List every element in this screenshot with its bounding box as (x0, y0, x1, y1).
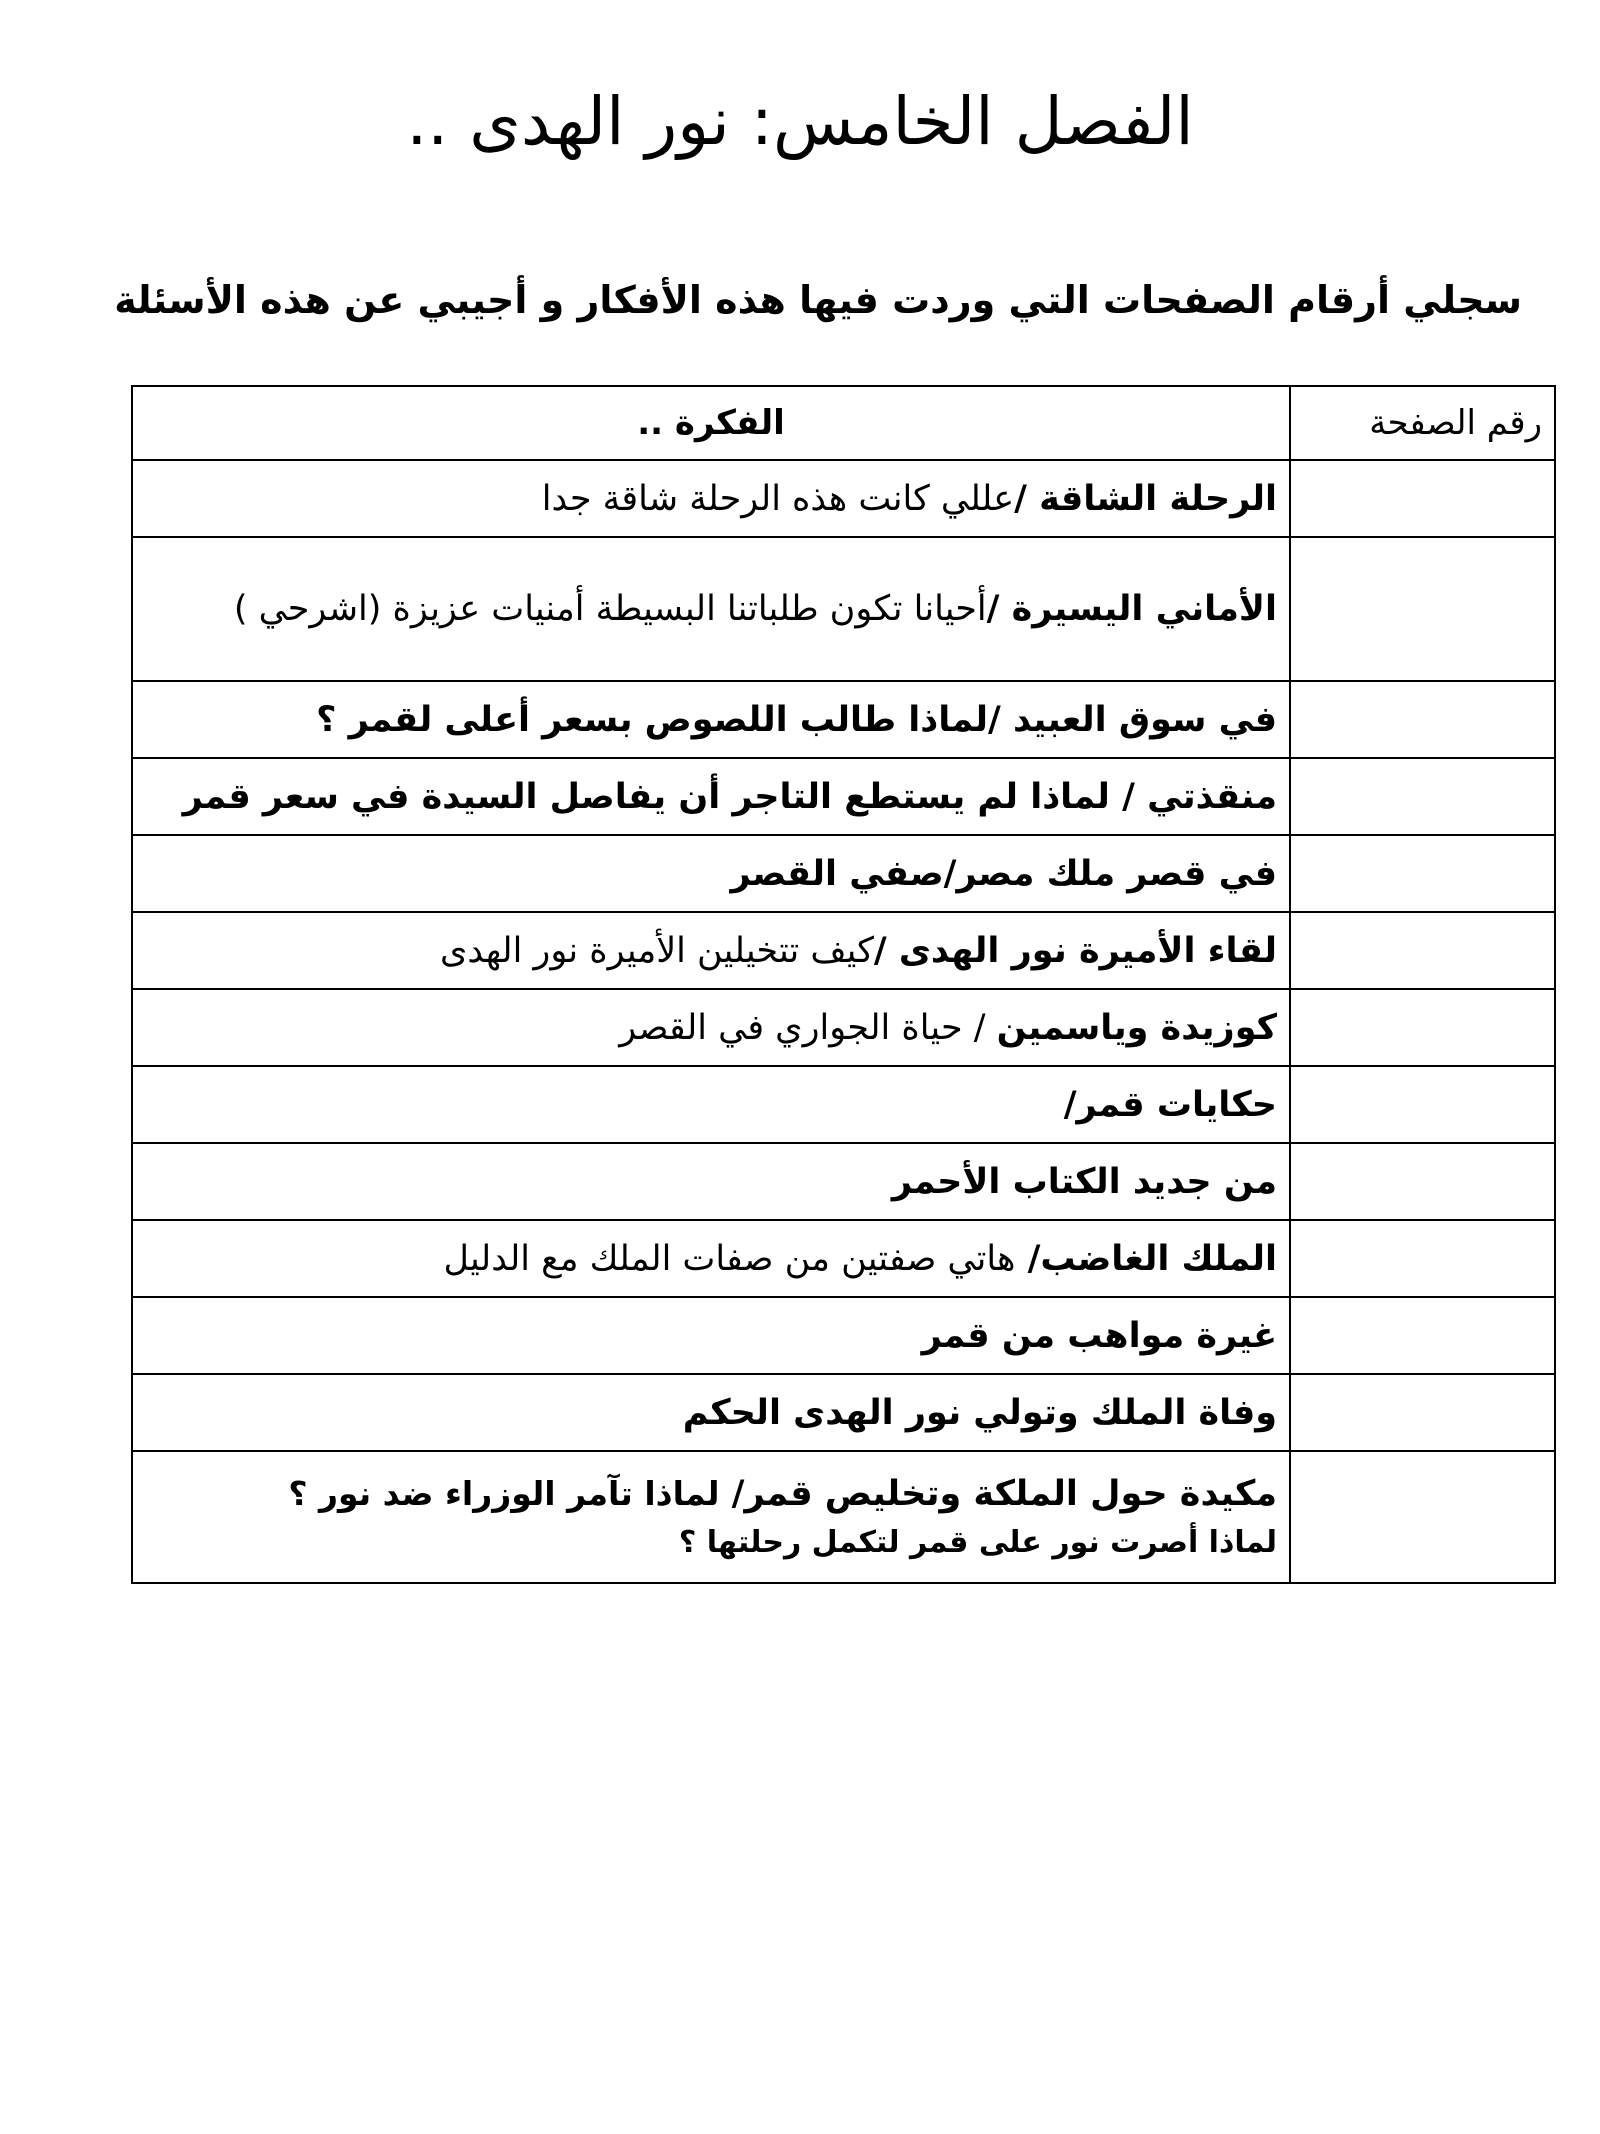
page-number-cell[interactable] (1290, 758, 1555, 835)
table-row (132, 758, 1555, 835)
idea-cell (132, 835, 1290, 912)
page-number-cell[interactable] (1290, 1297, 1555, 1374)
table-row (132, 1143, 1555, 1220)
idea-title: مكيدة حول الملكة وتخليص قمر (744, 1474, 1277, 1514)
table-row (132, 1297, 1555, 1374)
table-row (132, 835, 1555, 912)
idea-separator: / (1109, 776, 1148, 817)
idea-title: الملك الغاضب (1040, 1238, 1277, 1279)
table-row (132, 989, 1555, 1066)
idea-title: منقذتي (1147, 776, 1277, 817)
idea-question: كيف تتخيلين الأميرة نور الهدى (440, 930, 874, 971)
idea-separator: / (719, 1474, 745, 1514)
page-number-cell[interactable] (1290, 681, 1555, 758)
table-row (132, 1066, 1555, 1143)
table-header-row (132, 386, 1555, 460)
page-number-cell[interactable] (1290, 1066, 1555, 1143)
idea-separator: / (943, 853, 957, 894)
idea-separator: / (986, 589, 1012, 629)
idea-title: حكايات قمر (1076, 1084, 1277, 1125)
page-number-cell[interactable] (1290, 1451, 1555, 1583)
idea-cell (132, 537, 1290, 681)
idea-cell (132, 758, 1290, 835)
idea-separator: / (987, 699, 1013, 740)
instruction-text: سجلي أرقام الصفحات التي وردت فيها هذه الأفكار و أجيبي عن هذه الأسئلة (114, 278, 1522, 322)
table-row (132, 1220, 1555, 1297)
idea-question: حياة الجواري في القصر (619, 1007, 963, 1048)
idea-title: من جديد الكتاب الأحمر (891, 1161, 1277, 1202)
idea-cell (132, 1143, 1290, 1220)
idea-title: الأماني اليسيرة (1011, 589, 1277, 629)
page-number-cell[interactable] (1290, 460, 1555, 537)
idea-title: في قصر ملك مصر (956, 853, 1277, 894)
table-row (132, 912, 1555, 989)
idea-cell (132, 989, 1290, 1066)
idea-separator: / (962, 1007, 997, 1048)
idea-cell (132, 460, 1290, 537)
idea-title: في سوق العبيد (1012, 699, 1277, 740)
idea-cell (132, 912, 1290, 989)
page-number-cell[interactable] (1290, 1143, 1555, 1220)
page-number-cell[interactable] (1290, 835, 1555, 912)
idea-title: كوزيدة وياسمين (996, 1007, 1277, 1048)
idea-title: الرحلة الشاقة (1039, 478, 1277, 519)
table-row (132, 537, 1555, 681)
page-number-cell[interactable] (1290, 1220, 1555, 1297)
idea-question: لماذا تآمر الوزراء ضد نور ؟ (288, 1474, 720, 1513)
idea-separator: / (1015, 1238, 1041, 1279)
table-row (132, 460, 1555, 537)
idea-question: لماذا طالب اللصوص بسعر أعلى لقمر ؟ (316, 699, 988, 740)
page-number-cell[interactable] (1290, 537, 1555, 681)
page-number-cell[interactable] (1290, 1374, 1555, 1451)
idea-cell (132, 1220, 1290, 1297)
idea-cell (132, 1451, 1290, 1583)
table-row (132, 1451, 1555, 1583)
idea-question-2: لماذا أصرت نور على قمر لتكمل رحلتها ؟ (678, 1525, 1277, 1560)
idea-cell (132, 1374, 1290, 1451)
table-row (132, 1374, 1555, 1451)
idea-cell (132, 681, 1290, 758)
idea-question: أحيانا تكون طلباتنا البسيطة أمنيات عزيزة (اشرحي ) (233, 589, 987, 629)
page-title: الفصل الخامس: نور الهدى .. (406, 83, 1194, 160)
idea-question: لماذا لم يستطع التاجر أن يفاصل السيدة في سعر قمر (182, 776, 1110, 817)
idea-cell (132, 1066, 1290, 1143)
idea-question: عللي كانت هذه الرحلة شاقة جدا (541, 478, 1015, 519)
ideas-table (131, 385, 1556, 1584)
page-number-cell[interactable] (1290, 989, 1555, 1066)
idea-separator: / (1014, 478, 1040, 519)
idea-cell (132, 1297, 1290, 1374)
idea-header: الفكرة .. (132, 386, 1290, 460)
page-number-cell[interactable] (1290, 912, 1555, 989)
idea-question: صفي القصر (730, 853, 944, 894)
idea-separator: / (873, 930, 899, 971)
idea-question: هاتي صفتين من صفات الملك مع الدليل (443, 1238, 1016, 1279)
idea-title: وفاة الملك وتولي نور الهدى الحكم (682, 1392, 1277, 1433)
idea-title: لقاء الأميرة نور الهدى (898, 930, 1277, 971)
idea-title: غيرة مواهب من قمر (921, 1315, 1277, 1356)
idea-separator: / (1063, 1084, 1077, 1125)
table-row (132, 681, 1555, 758)
page-number-header: رقم الصفحة (1290, 386, 1555, 460)
